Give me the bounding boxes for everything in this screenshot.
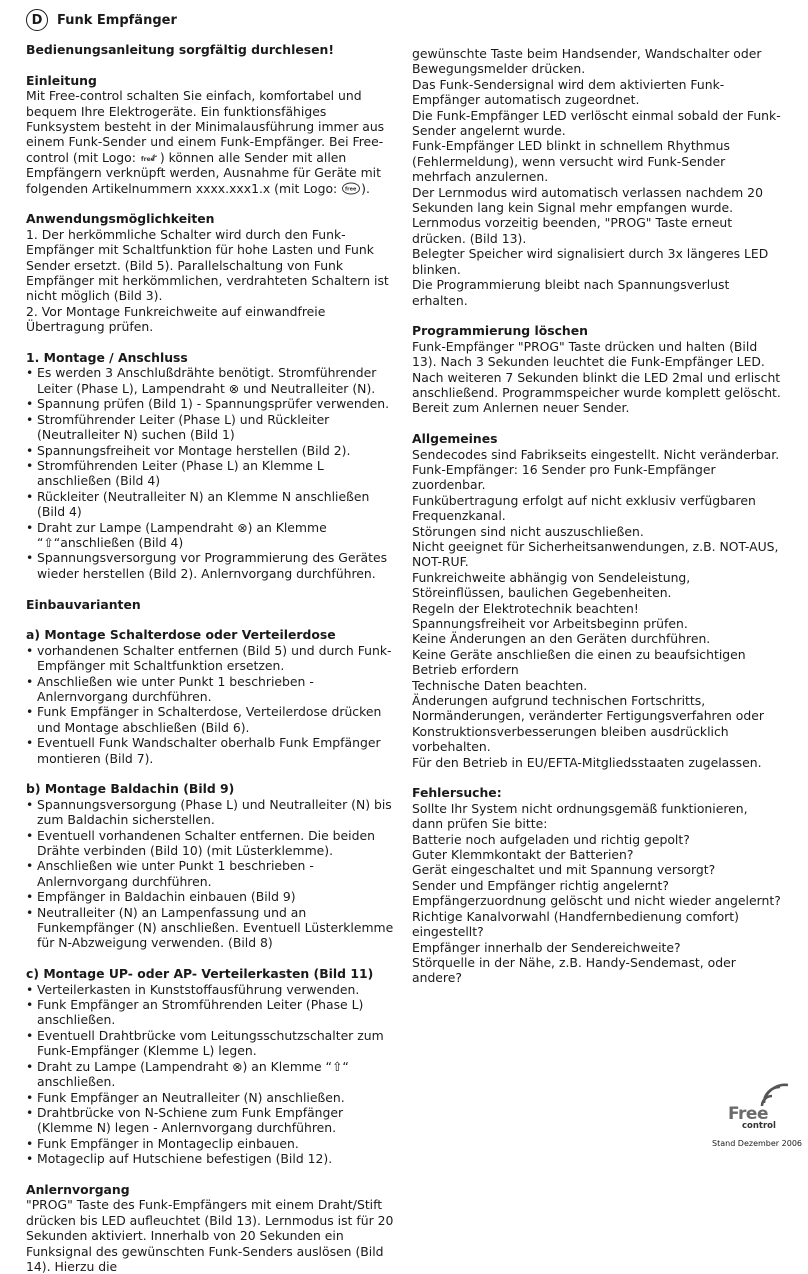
free-control-logo <box>728 1080 798 1132</box>
list-item: • Eventuell vorhandenen Schalter entfernen. Die beiden Drähte verbinden (Bild 10) (mit Lüsterklemme). <box>26 828 396 859</box>
text-line: Regeln der Elektrotechnik beachten! <box>412 600 639 616</box>
prog-loeschen-heading: Programmierung löschen <box>412 323 588 339</box>
page-header <box>26 8 177 32</box>
list-item: • Spannungsfreiheit vor Montage herstellen (Bild 2). <box>26 443 396 458</box>
text-line: Empfängerzuordnung gelöscht und nicht wieder angelernt? <box>412 893 781 909</box>
einleitung-text-part1: Mit Free-control schalten Sie einfach, komfortabel und bequem Ihre Elektrogeräte. Ein funktionsfähiges Funksystem besteht in der Minimalausführung immer aus einem Funk-Sender und einem Funk-Empfänger. Bei Free-control (mit Logo: <box>26 88 385 165</box>
text-line: Nicht geeignet für Sicherheitsanwendungen, z.B. NOT-AUS, NOT-RUF. <box>412 538 779 570</box>
text-line: Änderungen aufgrund technischen Fortschritts, Normänderungen, veränderter Fertigungsverfahren oder Konstruktionsverbesserungen bleiben ausdrücklich vorbehalten. <box>412 693 764 755</box>
variante-b-section <box>26 781 396 950</box>
list-item: • Neutralleiter (N) an Lampenfassung und an Funkempfänger (N) anschließen. Eventuell Lüsterklemme für N-Abzweigung verwenden. (Bild 8) <box>26 905 396 951</box>
intro-heading: Bedienungsanleitung sorgfältig durchlesen! <box>26 42 334 57</box>
variante-a-section <box>26 627 396 766</box>
text-line: Funkreichweite abhängig von Sendeleistung, Störeinflüssen, baulichen Gegebenheiten. <box>412 569 691 601</box>
allgemeines-section <box>412 431 782 770</box>
free-control-circle-logo-icon <box>341 182 361 195</box>
list-item: • Spannung prüfen (Bild 1) - Spannungsprüfer verwenden. <box>26 396 396 411</box>
text-line: Richtige Kanalvorwahl (Handfernbedienung comfort) eingestellt? <box>412 908 739 940</box>
text-line: gewünschte Taste beim Handsender, Wandschalter oder Bewegungsmelder drücken. <box>412 46 762 77</box>
einbau-heading: Einbauvarianten <box>26 596 141 612</box>
text-line: Sollte Ihr System nicht ordnungsgemäß funktionieren, dann prüfen Sie bitte: <box>412 800 748 832</box>
text-line: Empfänger innerhalb der Sendereichweite? <box>412 939 681 955</box>
list-item: • vorhandenen Schalter entfernen (Bild 5) und durch Funk-Empfänger mit Schaltfunktion ersetzen. <box>26 643 396 674</box>
allgemeines-heading: Allgemeines <box>412 431 498 447</box>
text-line: Der Lernmodus wird automatisch verlassen nachdem 20 Sekunden lang kein Signal mehr empfangen wurde. <box>412 184 763 216</box>
fehlersuche-heading: Fehlersuche: <box>412 785 502 801</box>
fehlersuche-section <box>412 785 782 985</box>
list-item: • Spannungsversorgung vor Programmierung des Gerätes wieder herstellen (Bild 2). Anlernvorgang durchführen. <box>26 550 396 581</box>
text-line: Sendecodes sind Fabrikseits eingestellt. Nicht veränderbar. <box>412 446 780 462</box>
montage-section <box>26 350 396 581</box>
montage-list <box>26 365 396 581</box>
list-item: • Funk Empfänger in Schalterdose, Verteilerdose drücken und Montage abschließen (Bild 6). <box>26 704 396 735</box>
variante-b-heading: b) Montage Baldachin (Bild 9) <box>26 781 235 797</box>
text-line: Störungen sind nicht auszuschließen. <box>412 523 644 539</box>
text-line: Die Programmierung bleibt nach Spannungsverlust erhalten. <box>412 277 730 308</box>
list-item: • Stromführenden Leiter (Phase L) an Klemme L anschließen (Bild 4) <box>26 458 396 489</box>
anlern-text: "PROG" Taste des Funk-Empfängers mit einem Draht/Stift drücken bis LED aufleuchtet (Bild 13). Lernmodus ist für 20 Sekunden aktiviert. Innerhalb von 20 Sekunden ein Funksignal des gewünschten Funk-Senders auslösen (Bild 14). Hierzu die <box>26 1197 394 1274</box>
list-item: • Rückleiter (Neutralleiter N) an Klemme N anschließen (Bild 4) <box>26 489 396 520</box>
variante-c-list <box>26 982 396 1167</box>
list-item: • Es werden 3 Anschlußdrähte benötigt. Stromführender Leiter (Phase L), Lampendraht ⊗ und Neutralleiter (N). <box>26 365 396 396</box>
logo-control-text: control <box>742 1121 776 1131</box>
list-item: • Eventuell Drahtbrücke vom Leitungsschutzschalter zum Funk-Empfänger (Klemme L) legen. <box>26 1028 396 1059</box>
text-line: Batterie noch aufgeladen und richtig gepolt? <box>412 831 690 847</box>
text-line: Störquelle in der Nähe, z.B. Handy-Sendemast, oder andere? <box>412 954 736 986</box>
text-line: Für den Betrieb in EU/EFTA-Mitgliedsstaaten zugelassen. <box>412 754 762 770</box>
text-line: Funk-Empfänger: 16 Sender pro Funk-Empfänger zuordenbar. <box>412 461 716 493</box>
einleitung-text-part2: ) können alle Sender mit allen Empfängern verknüpft werden, Ausnahme für Geräte mit folgenden Artikelnummern xxxx.xxx1.x (mit Logo: <box>26 149 381 196</box>
list-item: • Drahtbrücke von N-Schiene zum Funk Empfänger (Klemme N) legen - Anlernvorgang durchführen. <box>26 1105 396 1136</box>
list-item: • Motageclip auf Hutschiene befestigen (Bild 12). <box>26 1151 396 1166</box>
einbau-section <box>26 597 396 612</box>
text-line: Belegter Speicher wird signalisiert durch 3x längeres LED blinken. <box>412 246 769 277</box>
einleitung-text <box>26 88 396 196</box>
prog-loeschen-section <box>412 323 782 415</box>
text-line: Funk-Empfänger LED blinkt in schnellem Rhythmus (Fehlermeldung), wenn versucht wird Funk-Sender mehrfach anzulernen. <box>412 138 730 185</box>
anlern-continued-section <box>412 46 782 308</box>
text-line: Keine Änderungen an den Geräten durchführen. <box>412 631 711 647</box>
einleitung-heading: Einleitung <box>26 72 97 88</box>
language-badge: D <box>26 9 48 31</box>
variante-c-heading: c) Montage UP- oder AP- Verteilerkasten (Bild 11) <box>26 966 374 982</box>
variante-a-list <box>26 643 396 766</box>
list-item: • Empfänger in Baldachin einbauen (Bild 9) <box>26 889 396 904</box>
list-item: • Eventuell Funk Wandschalter oberhalb Funk Empfänger montieren (Bild 7). <box>26 735 396 766</box>
list-item: • Funk Empfänger an Neutralleiter (N) anschließen. <box>26 1090 396 1105</box>
right-column <box>412 46 782 986</box>
variante-c-section <box>26 966 396 1166</box>
variante-b-list <box>26 797 396 951</box>
text-line: Gerät eingeschaltet und mit Spannung versorgt? <box>412 862 716 878</box>
variante-a-heading: a) Montage Schalterdose oder Verteilerdose <box>26 627 336 643</box>
intro-section <box>26 42 396 57</box>
text-line: Technische Daten beachten. <box>412 677 588 693</box>
page-title: Funk Empfänger <box>57 12 177 28</box>
list-item: • Stromführender Leiter (Phase L) und Rückleiter (Neutralleiter N) suchen (Bild 1) <box>26 412 396 443</box>
text-line: Die Funk-Empfänger LED verlöscht einmal sobald der Funk-Sender angelernt wurde. <box>412 107 781 139</box>
anlern-heading: Anlernvorgang <box>26 1181 130 1197</box>
anlern-section <box>26 1182 396 1274</box>
prog-loeschen-text: Funk-Empfänger "PROG" Taste drücken und halten (Bild 13). Nach 3 Sekunden leuchtet die Funk-Empfänger LED. Nach weiteren 7 Sekunden blinkt die LED 2mal und erlischt anschließend. Programmspeicher wurde komplett gelöscht. Bereit zum Anlernen neuer Sender. <box>412 338 781 416</box>
anwendung-heading: Anwendungsmöglichkeiten <box>26 211 215 227</box>
anwendung-paragraph-1: 1. Der herkömmliche Schalter wird durch den Funk-Empfänger mit Schaltfunktion für hohe Lasten und Funk Sender ersetzt. (Bild 5). Parallelschaltung von Funk Empfänger mit herkömmlichen, verdrahteten Schaltern ist nicht möglich (Bild 3). <box>26 226 389 304</box>
montage-heading: 1. Montage / Anschluss <box>26 350 188 366</box>
list-item: • Anschließen wie unter Punkt 1 beschrieben - Anlernvorgang durchführen. <box>26 674 396 705</box>
text-line: Sender und Empfänger richtig angelernt? <box>412 877 669 893</box>
text-line: Lernmodus vorzeitig beenden, "PROG" Taste erneut drücken. (Bild 13). <box>412 215 733 246</box>
text-line: Guter Klemmkontakt der Batterien? <box>412 847 634 863</box>
text-line: Funkübertragung erfolgt auf nicht exklusiv verfügbaren Frequenzkanal. <box>412 492 756 524</box>
einleitung-section <box>26 73 396 196</box>
einleitung-text-part3: ). <box>361 180 370 196</box>
svg-text:free: free <box>140 155 155 163</box>
text-line: Keine Geräte anschließen die einen zu beaufsichtigen Betrieb erfordern <box>412 646 746 678</box>
anwendung-section <box>26 211 396 334</box>
list-item: • Anschließen wie unter Punkt 1 beschrieben - Anlernvorgang durchführen. <box>26 858 396 889</box>
list-item: • Draht zur Lampe (Lampendraht ⊗) an Klemme “⇧“anschließen (Bild 4) <box>26 520 396 551</box>
text-line: Spannungsfreiheit vor Arbeitsbeginn prüfen. <box>412 616 688 631</box>
list-item: • Draht zu Lampe (Lampendraht ⊗) an Klemme “⇧“ anschließen. <box>26 1059 396 1090</box>
svg-text:free: free <box>345 186 357 193</box>
logo-free-text: Free <box>728 1104 768 1124</box>
list-item: • Verteilerkasten in Kunststoffausführung verwenden. <box>26 982 396 997</box>
list-item: • Funk Empfänger in Montageclip einbauen. <box>26 1136 396 1151</box>
list-item: • Spannungsversorgung (Phase L) und Neutralleiter (N) bis zum Baldachin sicherstellen. <box>26 797 396 828</box>
text-line: Das Funk-Sendersignal wird dem aktivierten Funk-Empfänger automatisch zugeordnet. <box>412 76 725 108</box>
version-date: Stand Dezember 2006 <box>712 1139 802 1148</box>
list-item: • Funk Empfänger an Stromführenden Leiter (Phase L) anschließen. <box>26 997 396 1028</box>
left-column <box>26 42 396 1274</box>
free-control-logo-icon <box>140 151 160 163</box>
anwendung-paragraph-2: 2. Vor Montage Funkreichweite auf einwandfreie Übertragung prüfen. <box>26 303 326 335</box>
